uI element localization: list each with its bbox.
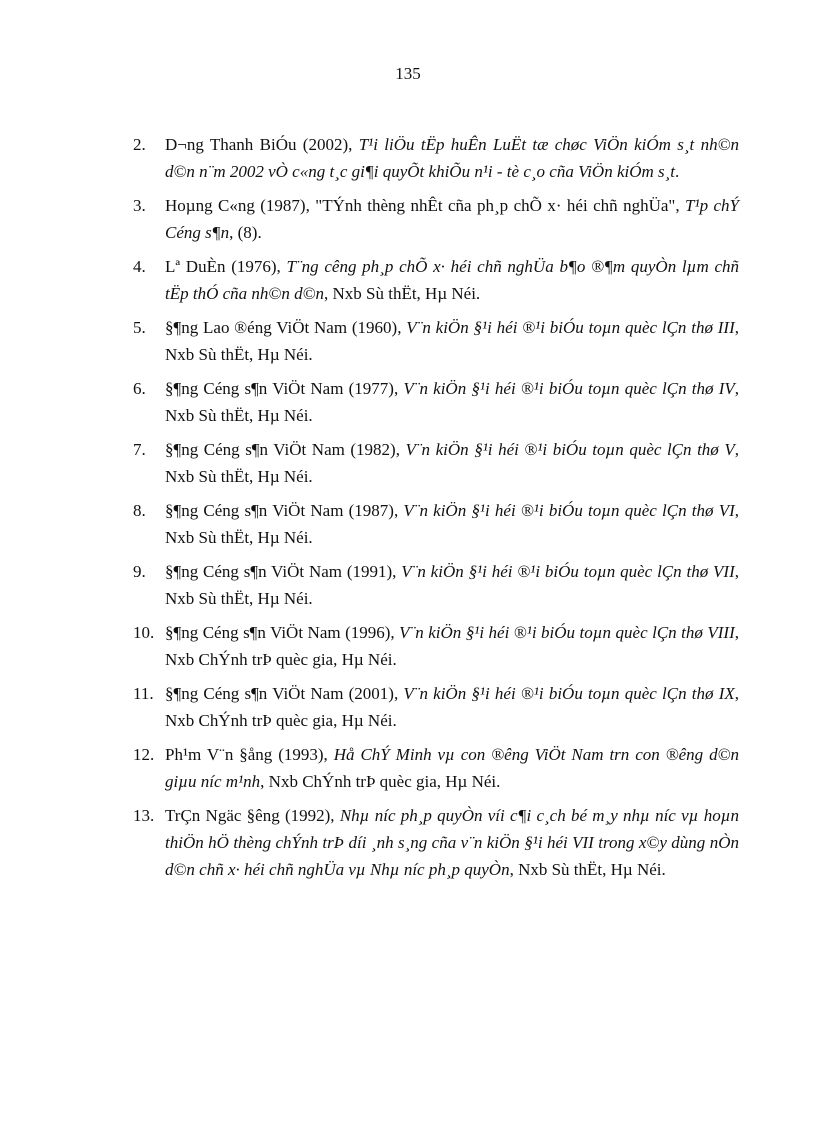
reference-item	[133, 619, 739, 673]
reference-publisher: , Nxb Sù thËt, Hµ Néi.	[165, 562, 740, 608]
reference-publisher: , Nxb ChÝnh trÞ quèc gia, Hµ Néi.	[165, 623, 739, 669]
reference-title: V¨n kiÖn §¹i héi ®¹i biÓu toµn quèc lÇn thø VII	[401, 562, 735, 581]
reference-author: Lª DuÈn (1976),	[165, 257, 287, 276]
reference-publisher: .	[675, 162, 680, 181]
reference-author: Hoµng C«ng (1987), "TÝnh thèng nhÊt cña ph¸p chÕ x· héi chñ nghÜa",	[165, 196, 686, 215]
reference-publisher: , Nxb ChÝnh trÞ quèc gia, Hµ Néi.	[260, 772, 501, 791]
reference-item	[133, 192, 739, 246]
reference-author: Ph¹m V¨n §ång (1993),	[165, 745, 334, 764]
reference-item	[133, 558, 739, 612]
reference-number: 4.	[133, 257, 146, 276]
reference-number: 3.	[133, 196, 146, 215]
reference-number: 9.	[133, 562, 146, 581]
reference-author: TrÇn Ngäc §êng (1992),	[165, 806, 340, 825]
reference-author: §¶ng Céng s¶n ViÖt Nam (1996),	[165, 623, 400, 642]
reference-publisher: , Nxb Sù thËt, Hµ Néi.	[165, 318, 740, 364]
reference-number: 13.	[133, 806, 155, 825]
reference-publisher: , Nxb ChÝnh trÞ quèc gia, Hµ Néi.	[165, 684, 740, 730]
reference-title: T¨ng cêng ph¸p chÕ x· héi chñ nghÜa b¶o ®¶m quyÒn lµm chñ tËp thÓ cña nh©n d©n	[165, 257, 740, 303]
reference-number: 7.	[133, 440, 146, 459]
reference-title: Hå ChÝ Minh vµ con ®êng ViÖt Nam trn con ®êng d©n giµu níc m¹nh	[165, 745, 739, 791]
reference-author: §¶ng Céng s¶n ViÖt Nam (1982),	[165, 440, 406, 459]
reference-number: 12.	[133, 745, 155, 764]
reference-publisher: , Nxb Sù thËt, Hµ Néi.	[165, 440, 739, 486]
reference-number: 10.	[133, 623, 155, 642]
reference-item	[133, 497, 739, 551]
reference-author: D¬ng Thanh BiÓu (2002),	[165, 135, 359, 154]
reference-item	[133, 131, 739, 185]
reference-title: T¹p chÝ Céng s¶n	[165, 196, 739, 242]
reference-item	[133, 375, 739, 429]
reference-publisher: , (8).	[229, 223, 262, 242]
reference-item	[133, 253, 739, 307]
reference-number: 11.	[133, 684, 154, 703]
reference-author: §¶ng Lao ®éng ViÖt Nam (1960),	[165, 318, 407, 337]
reference-publisher: , Nxb Sù thËt, Hµ Néi.	[165, 379, 740, 425]
reference-number: 8.	[133, 501, 146, 520]
reference-publisher: , Nxb Sù thËt, Hµ Néi.	[324, 284, 481, 303]
reference-title: Nhµ níc ph¸p quyÒn víi c¶i c¸ch bé m¸y nhµ níc vµ hoµn thiÖn hÖ thèng chÝnh trÞ díi ¸nh s¸ng cña v¨n kiÖn §¹i héi VII trong x©y dùng nÒn d©n chñ x· héi chñ nghÜa vµ Nhµ níc ph¸p quyÒn	[165, 806, 739, 879]
reference-author: §¶ng Céng s¶n ViÖt Nam (2001),	[165, 684, 404, 703]
reference-item	[133, 802, 739, 883]
reference-item	[133, 680, 739, 734]
reference-publisher: , Nxb Sù thËt, Hµ Néi.	[509, 860, 666, 879]
reference-list	[133, 131, 739, 890]
reference-title: V¨n kiÖn §¹i héi ®¹i biÓu toµn quèc lÇn thø VI	[403, 501, 735, 520]
reference-author: §¶ng Céng s¶n ViÖt Nam (1991),	[165, 562, 402, 581]
reference-author: §¶ng Céng s¶n ViÖt Nam (1987),	[165, 501, 404, 520]
reference-title: V¨n kiÖn §¹i héi ®¹i biÓu toµn quèc lÇn thø III	[406, 318, 735, 337]
reference-number: 2.	[133, 135, 146, 154]
reference-number: 5.	[133, 318, 146, 337]
reference-title: V¨n kiÖn §¹i héi ®¹i biÓu toµn quèc lÇn thø VIII	[399, 623, 735, 642]
reference-publisher: , Nxb Sù thËt, Hµ Néi.	[165, 501, 740, 547]
reference-item	[133, 436, 739, 490]
reference-title: T¹i liÖu tËp huÊn LuËt tæ chøc ViÖn kiÓm s¸t nh©n d©n n¨m 2002 vÒ c«ng t¸c gi¶i quyÕt khiÕu n¹i - tè c¸o cña ViÖn kiÓm s¸t	[165, 135, 739, 181]
page-number: 135	[395, 64, 421, 83]
reference-title: V¨n kiÖn §¹i héi ®¹i biÓu toµn quèc lÇn thø IV	[403, 379, 735, 398]
reference-item	[133, 741, 739, 795]
reference-item	[133, 314, 739, 368]
reference-title: V¨n kiÖn §¹i héi ®¹i biÓu toµn quèc lÇn thø IX	[403, 684, 735, 703]
reference-title: V¨n kiÖn §¹i héi ®¹i biÓu toµn quèc lÇn thø V	[405, 440, 735, 459]
reference-number: 6.	[133, 379, 146, 398]
reference-author: §¶ng Céng s¶n ViÖt Nam (1977),	[165, 379, 404, 398]
